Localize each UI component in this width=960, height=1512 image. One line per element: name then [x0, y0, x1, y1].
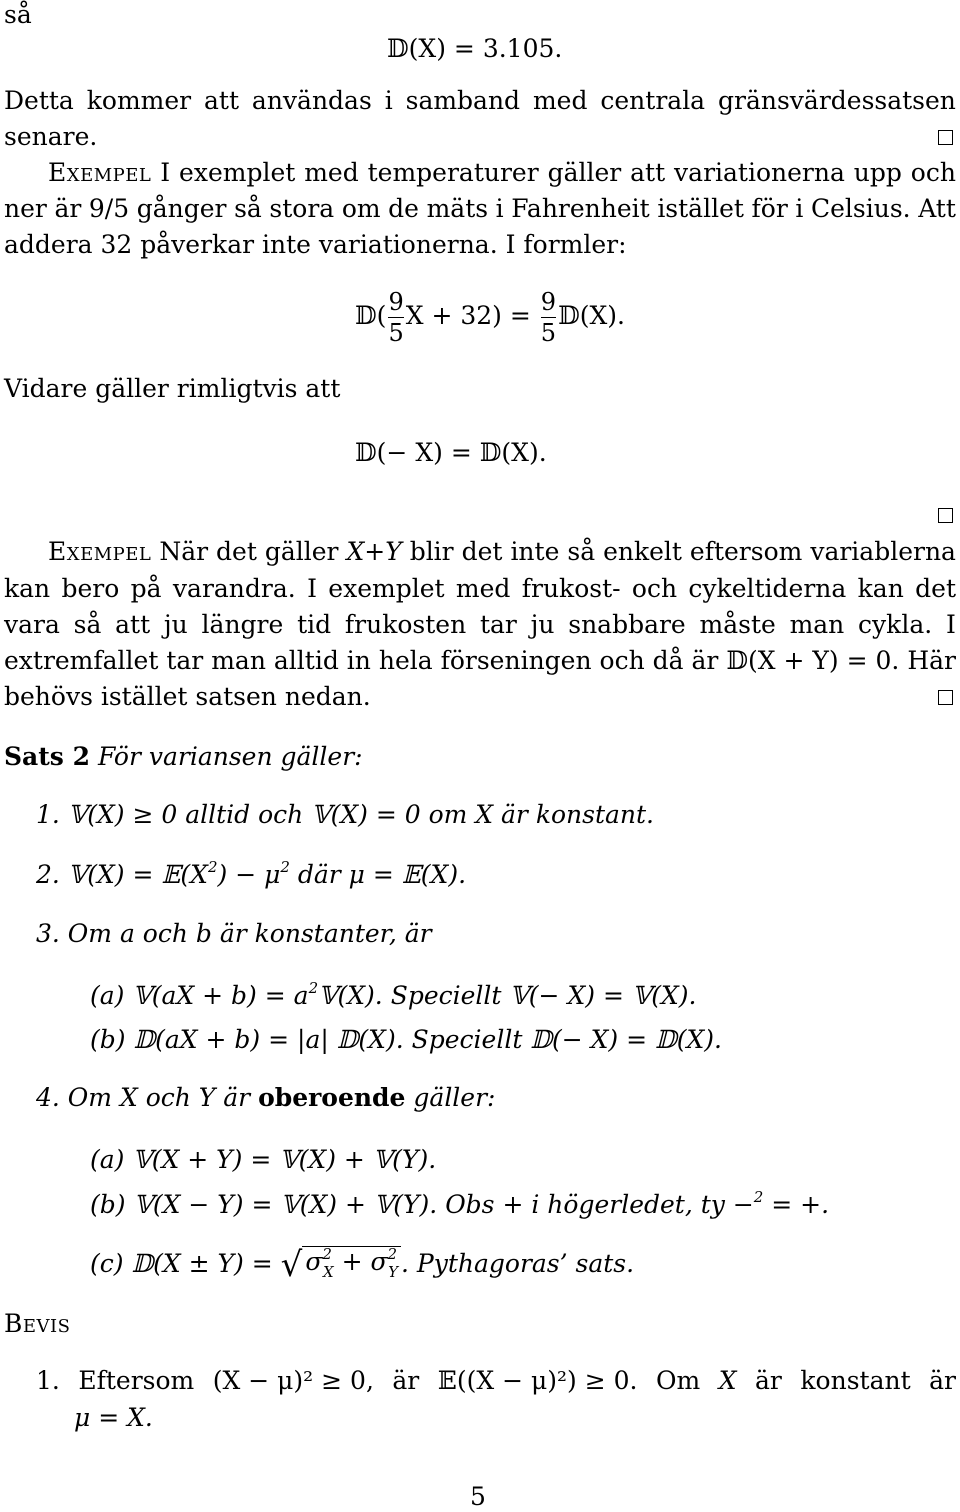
paragraph-line: Detta kommer att användas i samband med centrala gränsvärdessatsen — [4, 86, 956, 115]
theorem-item-4b: (b) 𝕍(X − Y) = 𝕍(X) + 𝕍(Y). Obs + i högerledet, ty −$^2$ = +. — [90, 1188, 830, 1219]
theorem-heading — [4, 742, 363, 772]
example-1-line: addera 32 påverkar inte variationerna. I formler: — [4, 230, 627, 259]
example-1-line: ner är 9/5 gånger så stora om de mäts i Fahrenheit istället för i Celsius. Att — [4, 194, 956, 223]
example-2-line: behövs istället satsen nedan. — [4, 682, 371, 711]
theorem-item-1: 1. 𝕍(X) ≥ 0 alltid och 𝕍(X) = 0 om X är konstant. — [36, 800, 655, 829]
theorem-item-2: 2. 𝕍(X) = $𝔼(X^2) - \mu^2$ där μ = 𝔼(X). — [36, 858, 467, 889]
theorem-title: För variansen gäller: — [97, 742, 363, 771]
proof-line: 1. Eftersom (X − μ)² ≥ 0, är 𝔼((X − μ)²) ≥ 0. Om X är konstant är — [36, 1366, 956, 1395]
example-2-line: kan bero på varandra. I exemplet med frukost- och cykeltiderna kan det — [4, 574, 956, 603]
theorem-item-3b: (b) 𝔻(aX + b) = |a| 𝔻(X). Speciellt 𝔻(− X) = 𝔻(X). — [90, 1025, 722, 1054]
equation-d-x: 𝔻(X) = 3.105. — [387, 34, 563, 63]
equation-d-minus-x: 𝔻(− X) = 𝔻(X). — [355, 438, 547, 467]
example-label: Exempel — [48, 537, 152, 566]
example-1-line: Vidare gäller rimligtvis att — [4, 374, 341, 403]
proof-label: Bevis — [4, 1309, 71, 1338]
intro-word: så — [4, 0, 32, 29]
example-2-line: Exempel När det gäller X+Y blir det inte så enkelt eftersom variablerna — [48, 537, 956, 566]
example-2-line: vara så att ju längre tid frukosten tar ju snabbare måste man cykla. I — [4, 610, 956, 639]
example-label: Exempel — [48, 158, 152, 187]
theorem-item-4c: (c) 𝔻(X ± Y) = √ $\sigma^2_X + \sigma^2_Y$ . Pythagoras’ sats. — [90, 1245, 635, 1285]
equation-fahrenheit: 𝔻( $\frac{9}{5}$ X + 32) = $\frac{9}{5}$ 𝔻(X). — [355, 288, 625, 347]
proof-line: μ = X. — [74, 1403, 153, 1432]
theorem-label: Sats 2 — [4, 742, 90, 771]
theorem-item-4a: (a) 𝕍(X + Y) = 𝕍(X) + 𝕍(Y). — [90, 1145, 437, 1174]
theorem-item-3: 3. Om a och b är konstanter, är — [36, 919, 432, 948]
qed-square-icon — [938, 508, 953, 523]
example-2-line: extremfallet tar man alltid in hela förseningen och då är 𝔻(X + Y) = 0. Här — [4, 646, 956, 675]
theorem-item-4: 4. Om X och Y är oberoende gäller: — [36, 1083, 496, 1112]
qed-square-icon — [938, 690, 953, 705]
page-number: 5 — [470, 1482, 486, 1511]
paragraph-line: senare. — [4, 122, 98, 151]
qed-square-icon — [938, 130, 953, 145]
theorem-item-3a: (a) 𝕍(aX + $b) = a^2𝕍(X)$. Speciellt 𝕍(− X) = 𝕍(X). — [90, 979, 697, 1010]
example-1-line: Exempel I exemplet med temperaturer gäller att variationerna upp och — [48, 158, 956, 187]
sqrt-icon: √ — [280, 1245, 303, 1285]
